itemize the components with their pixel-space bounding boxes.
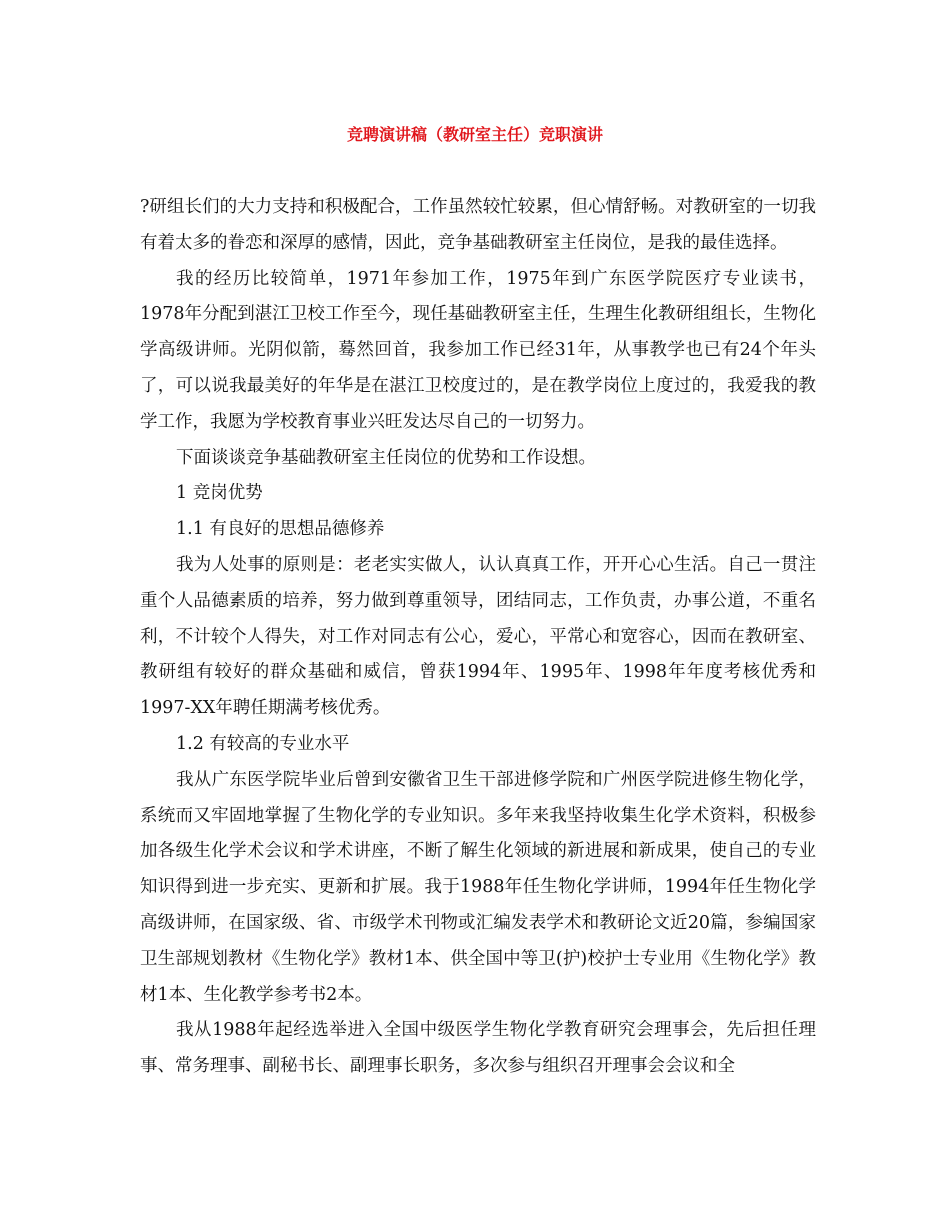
paragraph-3: 下面谈谈竞争基础教研室主任岗位的优势和工作设想。 bbox=[176, 447, 596, 468]
document-title: 竞聘演讲稿（教研室主任）竞职演讲 bbox=[346, 125, 603, 144]
document-body bbox=[140, 190, 816, 1085]
paragraph-1: ?研组长们的大力支持和积极配合，工作虽然较忙较累，但心情舒畅。对教研室的一切我有着太多的眷恋和深厚的感情，因此，竞争基础教研室主任岗位，是我的最佳选择。 bbox=[140, 197, 816, 253]
paragraph-2: 我的经历比较简单，1971年参加工作，1975年到广东医学院医疗专业读书，1978年分配到湛江卫校工作至今，现任基础教研室主任，生理生化教研组组长，生物化学高级讲师。光阴似箭，蓦然回首，我参加工作已经31年，从事教学也已有24个年头了，可以说我最美好的年华是在湛江卫校度过的，是在教学岗位上度过的，我爱我的教学工作，我愿为学校教育事业兴旺发达尽自己的一切努力。 bbox=[140, 268, 816, 432]
section-heading-1: 1 竞岗优势 bbox=[176, 483, 263, 504]
subsection-heading-1-2: 1.2 有较高的专业水平 bbox=[176, 733, 350, 754]
paragraph-4: 我为人处事的原则是：老老实实做人，认认真真工作，开开心心生活。自己一贯注重个人品德素质的培养，努力做到尊重领导，团结同志，工作负责，办事公道，不重名利，不计较个人得失，对工作对同志有公心，爱心，平常心和宽容心，因而在教研室、教研组有较好的群众基础和威信，曾获1994年、1995年、1998年年度考核优秀和1997-XX年聘任期满考核优秀。 bbox=[140, 554, 816, 719]
subsection-heading-1-1: 1.1 有良好的思想品德修养 bbox=[176, 519, 385, 540]
paragraph-6: 我从1988年起经选举进入全国中级医学生物化学教育研究会理事会，先后担任理事、常务理事、副秘书长、副理事长职务，多次参与组织召开理事会会议和全 bbox=[140, 1020, 816, 1077]
paragraph-5: 我从广东医学院毕业后曾到安徽省卫生干部进修学院和广州医学院进修生物化学，系统而又牢固地掌握了生物化学的专业知识。多年来我坚持收集生化学术资料，积极参加各级生化学术会议和学术讲座，不断了解生化领域的新进展和新成果，使自己的专业知识得到进一步充实、更新和扩展。我于1988年任生物化学讲师，1994年任生物化学高级讲师，在国家级、省、市级学术刊物或汇编发表学术和教研论文近20篇，参编国家卫生部规划教材《生物化学》教材1本、供全国中等卫(护)校护士专业用《生物化学》教材1本、生化教学参考书2本。 bbox=[140, 769, 816, 1005]
